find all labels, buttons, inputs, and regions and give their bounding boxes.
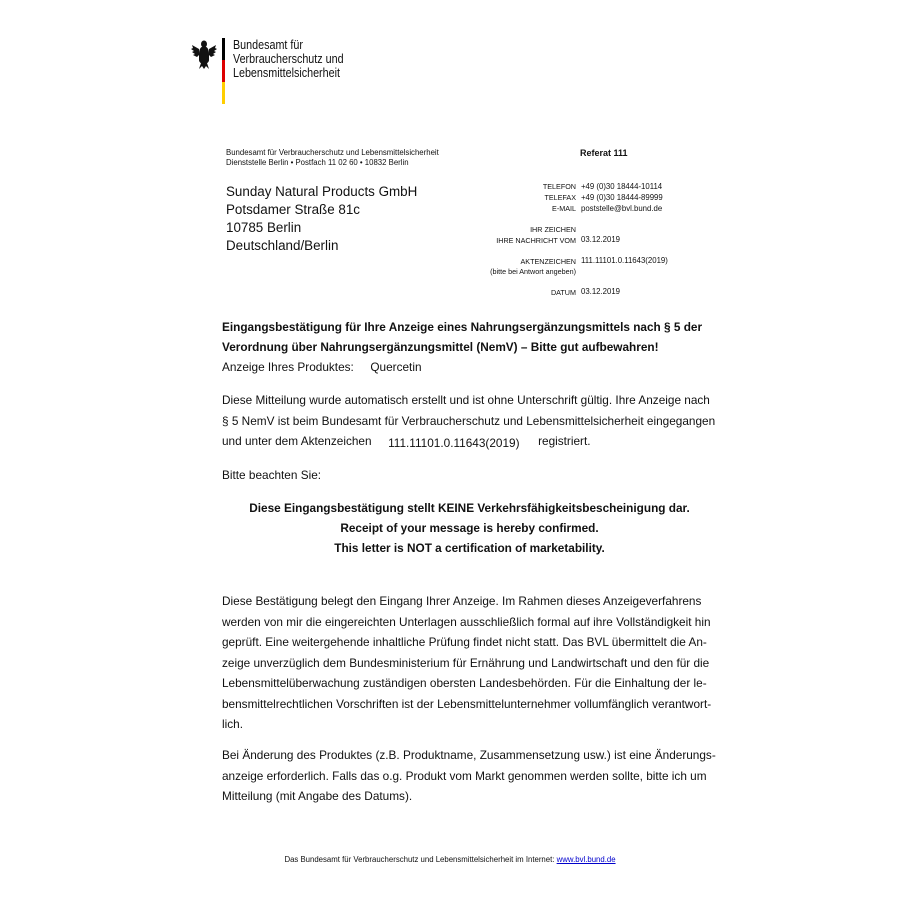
aktenzeichen-note: (bitte bei Antwort angeben) bbox=[490, 267, 576, 276]
notice-intro: Bitte beachten Sie: bbox=[222, 468, 322, 482]
para1-line-3-start: und unter dem Aktenzeichen bbox=[222, 434, 372, 448]
recipient-line-1: Sunday Natural Products GmbH bbox=[226, 184, 418, 199]
para3-line: Mitteilung (mit Angabe des Datums). bbox=[222, 789, 413, 803]
federal-eagle-icon bbox=[191, 38, 217, 70]
recipient-line-3: 10785 Berlin bbox=[226, 220, 302, 235]
recipient-line-2: Potsdamer Straße 81c bbox=[226, 202, 360, 217]
para2-line: geprüft. Eine weitergehende inhaltliche Prüfung findet nicht statt. Das BVL übermittelt die An- bbox=[222, 635, 707, 649]
datum-value: 03.12.2019 bbox=[581, 287, 621, 296]
ihr-zeichen-label: IHR ZEICHEN bbox=[530, 225, 576, 234]
para2-line: bensmittelrechtlichen Vorschriften ist der Lebensmittelunternehmer vollumfänglich verantwort- bbox=[222, 696, 712, 711]
notice-line-1: Diese Eingangsbestätigung stellt KEINE Verkehrsfähigkeitsbescheinigung dar. bbox=[249, 501, 690, 515]
product-value: Quercetin bbox=[370, 360, 422, 374]
para2-line: zeige unverzüglich dem Bundesministerium für Ernährung und Landwirtschaft und den für die bbox=[222, 655, 710, 670]
recipient-address bbox=[226, 183, 417, 255]
para2-line: werden von mir die eingereichten Unterlagen ausschließlich formal auf ihre Vollständigkeit hin bbox=[222, 614, 711, 629]
telefon-value: +49 (0)30 18444-10114 bbox=[581, 182, 663, 191]
footer-website-link[interactable]: www.bvl.bund.de bbox=[556, 855, 616, 864]
para2-line: Diese Bestätigung belegt den Eingang Ihrer Anzeige. Im Rahmen dieses Anzeigeverfahrens bbox=[222, 594, 702, 608]
sender-line-1: Bundesamt für Verbraucherschutz und Lebensmittelsicherheit bbox=[226, 148, 439, 157]
german-flag-bar bbox=[222, 38, 225, 104]
email-value: poststelle@bvl.bund.de bbox=[581, 204, 663, 213]
subject-line-1: Eingangsbestätigung für Ihre Anzeige eines Nahrungsergänzungsmittels nach § 5 der bbox=[222, 320, 703, 334]
agency-name bbox=[233, 38, 344, 80]
product-row bbox=[222, 357, 722, 378]
para2-line: lich. bbox=[222, 717, 243, 731]
ihre-nachricht-value: 03.12.2019 bbox=[581, 235, 621, 244]
sender-line-2: Dienststelle Berlin • Postfach 11 02 60 • 10832 Berlin bbox=[226, 157, 409, 167]
datum-label: DATUM bbox=[550, 288, 576, 297]
recipient-line-4: Deutschland/Berlin bbox=[226, 238, 339, 253]
agency-line-1: Bundesamt für bbox=[233, 38, 303, 52]
para3 bbox=[222, 745, 722, 807]
page-footer bbox=[0, 855, 900, 864]
notice-block bbox=[222, 498, 717, 558]
subject-line-2: Verordnung über Nahrungsergänzungsmittel (NemV) – Bitte gut aufbewahren! bbox=[222, 340, 659, 354]
telefon-label: TELEFON bbox=[542, 182, 576, 191]
aktenzeichen-value: 111.11101.0.11643(2019) bbox=[581, 256, 668, 265]
email-label: E-MAIL bbox=[552, 204, 576, 213]
telefax-value: +49 (0)30 18444-89999 bbox=[581, 193, 663, 202]
product-label: Anzeige Ihres Produktes: bbox=[222, 360, 354, 374]
aktenzeichen-inline: 111.11101.0.11643(2019) bbox=[388, 436, 520, 450]
agency-line-3: Lebensmittelsicherheit bbox=[233, 66, 340, 80]
agency-line-2: Verbraucherschutz und bbox=[233, 52, 344, 66]
para3-line: anzeige erforderlich. Falls das o.g. Produkt vom Markt genommen werden sollte, bitte ich um bbox=[222, 768, 707, 783]
telefax-label: TELEFAX bbox=[544, 193, 576, 202]
ihre-nachricht-label: IHRE NACHRICHT VOM bbox=[496, 236, 576, 245]
footer-text: Das Bundesamt für Verbraucherschutz und Lebensmittelsicherheit im Internet: bbox=[284, 855, 555, 864]
para1-line-1: Diese Mitteilung wurde automatisch erstellt und ist ohne Unterschrift gültig. Ihre Anzeige nach bbox=[222, 393, 710, 407]
notice-line-3: This letter is NOT a certification of marketability. bbox=[334, 541, 605, 555]
referat-label: Referat 111 bbox=[580, 148, 628, 158]
para2-line: Lebensmittelüberwachung zuständigen obersten Landesbehörden. Für die Einhaltung der le- bbox=[222, 676, 707, 690]
para2 bbox=[222, 591, 722, 735]
para1-line-2: § 5 NemV ist beim Bundesamt für Verbraucherschutz und Lebensmittelsicherheit eingegangen bbox=[222, 414, 716, 428]
para3-line: Bei Änderung des Produktes (z.B. Produktname, Zusammensetzung usw.) ist eine Änderungs- bbox=[222, 748, 716, 762]
sender-address bbox=[226, 148, 439, 167]
aktenzeichen-label: AKTENZEICHEN bbox=[520, 257, 576, 266]
para1-line-3-end: registriert. bbox=[538, 434, 591, 448]
para1-line-3 bbox=[222, 431, 722, 452]
notice-line-2: Receipt of your message is hereby confirmed. bbox=[340, 521, 599, 535]
